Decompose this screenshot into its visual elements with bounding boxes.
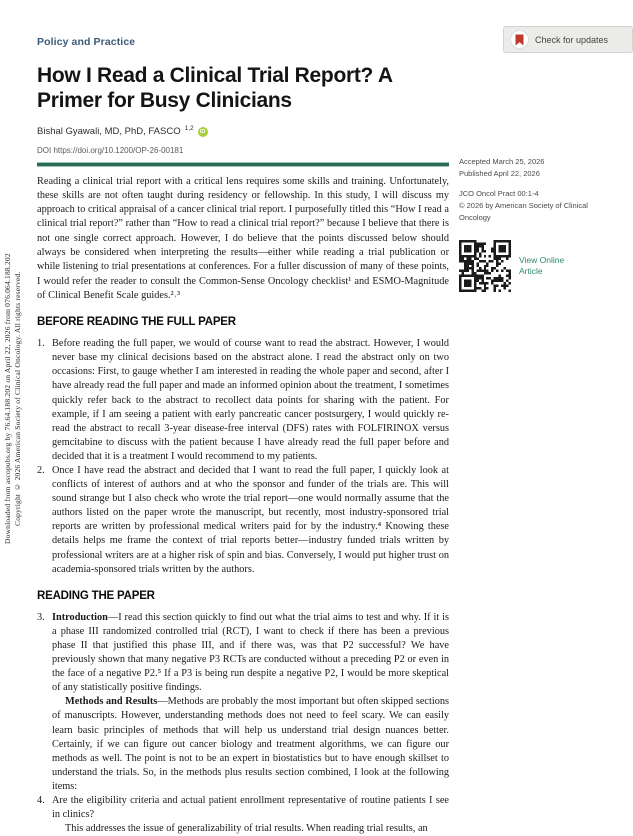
journal-citation: JCO Oncol Pract 00:1-4 <box>459 189 539 198</box>
list-item-4-text: Are the eligibility criteria and actual patient enrollment representative of routine patients I see in clinics? <box>52 794 449 821</box>
view-online-article-link[interactable]: View Online Article <box>519 255 565 276</box>
watermark-line-1: Downloaded from ascopubs.org by 76.64.188.202 on April 22, 2026 from 076.064.188.202 <box>3 253 12 545</box>
author-affiliation-superscript: 1,2 <box>184 125 194 132</box>
list-item-1-number: 1. <box>37 338 45 350</box>
section-heading-reading-paper: READING THE PAPER <box>37 589 155 602</box>
list-item-1 <box>37 337 449 464</box>
author-row <box>37 126 449 137</box>
numbered-list <box>37 337 449 577</box>
copyright-line: © 2026 by American Society of Clinical Oncology <box>459 201 588 222</box>
orcid-icon[interactable]: iD <box>198 127 208 137</box>
watermark-line-2: Copyright © 2026 American Society of Clinical Oncology. All rights reserved. <box>12 271 22 527</box>
list-item-2 <box>37 464 449 577</box>
qr-row <box>459 240 607 292</box>
list-item-4-paragraph: This addresses the issue of generalizability of trial results. When reading trial results, an <box>65 823 428 835</box>
list-item-2-number: 2. <box>37 465 45 477</box>
section-heading-before-reading: BEFORE READING THE FULL PAPER <box>37 316 236 329</box>
list-item-3-number: 3. <box>37 611 45 623</box>
main-column <box>37 36 449 836</box>
article-metadata-sidebar <box>459 156 607 292</box>
methods-results-lead: Methods and Results <box>65 696 158 708</box>
article-title: How I Read a Clinical Trial Report? A Primer for Busy Clinicians <box>37 64 392 112</box>
list-item-3-lead: Introduction <box>52 611 108 623</box>
crossmark-icon <box>510 30 529 49</box>
list-item-2-text: Once I have read the abstract and decided that I want to read the full paper, I quickly look at conflicts of interest of authors and at who the sponsor and funder of the trials are. This will sound strange but I also check who wrote the trial report—one would normally assume that the authors listed on the paper wrote the manuscript, but recently, most industry-sponsored trial reports are written by professional medical writers paid for by the industry.⁴ Knowing these details helps me frame the context of trial reports better—industry funded trials written by professional writers are at a higher risk of spin and bias. Conversely, I would put higher trust on academia-sponsored trials written by the authors. <box>52 465 449 575</box>
published-date: Published April 22, 2026 <box>459 169 540 178</box>
check-for-updates-button[interactable] <box>503 26 633 53</box>
bookmark-icon <box>515 34 524 46</box>
download-watermark <box>3 168 22 630</box>
list-item-4 <box>37 794 449 836</box>
methods-results-text: —Methods are probably the most important but often skipped sections of manuscripts. However, understanding methods does not need to feel scary. We can easily learn basic principles of methods that will help us understand trial design nuances better. Certainly, if we can figure out cancer biology and treatment algorithms, we can figure our methods as well. The point is not to be an expert in biostatistics but to have enough skillset to understand the trials. So, in the methods plus results section combined, I look at the following items: <box>52 696 449 792</box>
list-item-3-paragraph-2 <box>52 695 449 794</box>
author-name: Bishal Gyawali, MD, PhD, FASCO <box>37 126 181 137</box>
check-for-updates-label: Check for updates <box>535 34 609 45</box>
list-item-1-text: Before reading the full paper, we would of course want to read the abstract. However, I would never base my clinical decisions based on the abstract alone. I read the abstract only on two occasions: First, to gauge whether I am interested in reading the whole paper and second, after I have already read the full paper and made an informed opinion about the treatment, I sometimes quickly refer back to the abstract to recollect data points for sharing with the patient. For example, if I am seeing a patient with early pancreatic cancer postsurgery, I would quickly re-read the abstract to recall 3-year disease-free interval (DFS) rates with FOLFIRINOX versus gemcitabine to discuss with the patient because I have already read the full paper before and decided that it is a treatment I would recommend to my patients. <box>52 338 449 462</box>
accepted-date: Accepted March 25, 2026 <box>459 157 545 166</box>
numbered-list-continued <box>37 611 449 836</box>
qr-code <box>459 240 511 292</box>
abstract-text: Reading a clinical trial report with a critical lens requires some skills and training. Unfortunately, these skills are not often taught during residency or fellowship. In this study, I will discuss my approach to critical appraisal of a cancer clinical trial report. I purposefully titled this “How I read a clinical trial report?” rather than “How to read a clinical trial report?” because I believe that there is not one single correct approach. However, I do believe that the points discussed below should always be considered when interpreting the results—either while reading a trial publication or while listening to trial presentations at conferences. For a fuller discussion of many of these points, I would refer the reader to consult the Common-Sense Oncology checklist¹ and ESMO-Magnitude of Clinical Benefit Scale guides.²˒³ <box>37 175 449 301</box>
article-category: Policy and Practice <box>37 36 136 48</box>
doi-link[interactable]: DOI https://doi.org/10.1200/OP-26-00181 <box>37 146 184 155</box>
abstract-divider-rule <box>37 162 449 167</box>
list-item-4-number: 4. <box>37 794 45 806</box>
list-item-3 <box>37 611 449 794</box>
list-item-3-text: —I read this section quickly to find out what the trial aims to test and why. If it is a phase III randomized controlled trial (RCT), I want to check if there has been a previous phase II that justified this phase III, and if there was, was that P2 successful? We have previously shown that many negative P3 RCTs are conducted without a preceding P2 or even in the face of a negative P2.⁵ If a P3 is being run despite a negative P2, I would be more skeptical of any statistically positive findings. <box>52 611 449 694</box>
